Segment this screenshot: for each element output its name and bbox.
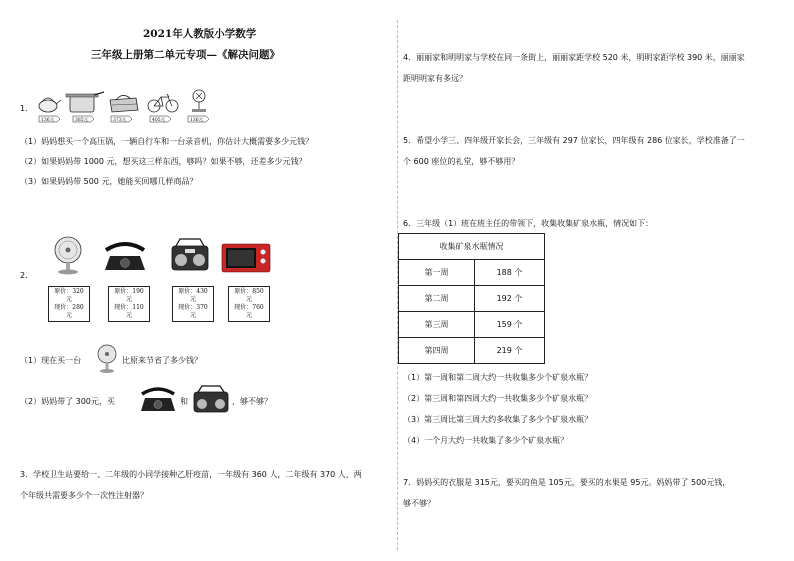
fan-icon bbox=[55, 237, 81, 275]
table-row bbox=[399, 338, 545, 364]
table-row bbox=[399, 260, 545, 286]
table-cell-count: 192 个 bbox=[475, 286, 545, 312]
table-cell-week: 第三周 bbox=[399, 312, 475, 338]
table-header-row bbox=[399, 234, 545, 260]
q1-part1: （1）妈妈想买一个高压锅，一辆自行车和一台录音机，你估计大概需要多少元钱？ bbox=[20, 137, 314, 146]
q1-part3: （3）如果妈妈带 500 元，她能买回哪几样商品？ bbox=[20, 177, 198, 186]
table-row bbox=[399, 312, 545, 338]
recorder-icon bbox=[192, 90, 206, 112]
q6-intro: 6．三年级（1）班在班主任的带领下，收集收集矿泉水瓶，情况如下： bbox=[403, 219, 654, 228]
price-tag-cooker: 385元 bbox=[75, 118, 89, 123]
q3-line1: 3．学校卫生站要给一、二年级的小同学接种乙肝疫苗，一年级有 360 人，二年级有 370 人，两 bbox=[20, 470, 362, 479]
q4-line1: 4．丽丽家和明明家与学校在同一条街上，丽丽家距学校 520 米，明明家距学校 390 米，丽丽家 bbox=[403, 53, 745, 62]
q2-part2-mid: 和 bbox=[180, 397, 188, 406]
q6-part1: （1）第一周和第二周大约一共收集多少个矿泉水瓶？ bbox=[403, 373, 593, 382]
q4-line2: 距明明家有多远？ bbox=[403, 74, 467, 83]
q6-part3: （3）第三周比第三周大约多收集了多少个矿泉水瓶？ bbox=[403, 415, 593, 424]
kettle-icon bbox=[39, 98, 61, 112]
table-cell-count: 188 个 bbox=[475, 260, 545, 286]
q5-line2: 个 600 座位的礼堂，够不够用？ bbox=[403, 157, 520, 166]
q5-line1: 5．希望小学三、四年级开家长会，三年级有 297 位家长，四年级有 286 位家长，学校准备了一 bbox=[403, 136, 745, 145]
q1-part2: （2）如果妈妈带 1000 元，想买这三样东西，够吗？如果不够，还差多少元钱？ bbox=[20, 157, 307, 166]
table-cell-week: 第二周 bbox=[399, 286, 475, 312]
oven-icon bbox=[222, 244, 270, 272]
page-title-line1: 2021年人教版小学数学 bbox=[143, 28, 257, 40]
bag-icon bbox=[110, 95, 138, 112]
q6-part4: （4）一个月大约一共收集了多少个矿泉水瓶？ bbox=[403, 436, 569, 445]
price-tag-kettle: 136元 bbox=[41, 118, 55, 123]
price-box-current: 现价：110 元 bbox=[114, 304, 144, 319]
q2-part1-pre: （1）现在买一台 bbox=[20, 356, 82, 365]
table-title: 收集矿泉水瓶情况 bbox=[399, 234, 545, 260]
price-box-telephone bbox=[108, 286, 150, 322]
price-box-fan bbox=[48, 286, 90, 322]
page-title-line2: 三年级上册第二单元专项—《解决问题》 bbox=[91, 49, 280, 61]
q2-number: 2． bbox=[20, 271, 34, 280]
radio-icon bbox=[172, 239, 208, 270]
price-box-current: 现价：760 元 bbox=[234, 304, 264, 319]
price-box-current: 现价：370 元 bbox=[178, 304, 208, 319]
table-cell-week: 第一周 bbox=[399, 260, 475, 286]
table-cell-week: 第四周 bbox=[399, 338, 475, 364]
price-box-radio bbox=[172, 286, 214, 322]
q2-part2-post: ，够不够？ bbox=[232, 397, 272, 406]
price-box-original: 原价：430 元 bbox=[178, 288, 208, 303]
radio-icon bbox=[192, 384, 230, 414]
q2-part2-pre: （2）妈妈带了 300元，买 bbox=[20, 397, 115, 406]
telephone-icon bbox=[105, 244, 145, 270]
table-row bbox=[399, 286, 545, 312]
q3-line2: 个年级共需要多少个一次性注射器？ bbox=[20, 491, 148, 500]
q7-line1: 7．妈妈买的衣服是 315元，要买的鱼是 105元，要买的水果是 95元。妈妈带了 500元钱， bbox=[403, 478, 731, 487]
price-box-original: 原价：190 元 bbox=[114, 288, 144, 303]
q7-line2: 够不够？ bbox=[403, 499, 435, 508]
price-tag-bicycle: 405元 bbox=[152, 118, 166, 123]
pressure-cooker-icon bbox=[66, 92, 104, 112]
price-box-original: 原价：850 元 bbox=[234, 288, 264, 303]
q6-part2: （2）第三周和第四周大约一共收集多少个矿泉水瓶？ bbox=[403, 394, 593, 403]
q2-part1-post: 比原来节省了多少钱？ bbox=[122, 356, 202, 365]
price-box-current: 现价：280 元 bbox=[54, 304, 84, 319]
fan-icon bbox=[95, 343, 119, 375]
price-box-oven bbox=[228, 286, 270, 322]
bicycle-icon bbox=[148, 94, 178, 112]
table-cell-count: 219 个 bbox=[475, 338, 545, 364]
bottle-table bbox=[398, 233, 545, 364]
q1-number: 1． bbox=[20, 104, 34, 113]
telephone-icon bbox=[138, 384, 178, 414]
price-tag-bag: 373元 bbox=[113, 118, 127, 123]
table-cell-count: 159 个 bbox=[475, 312, 545, 338]
q2-items-illustration bbox=[50, 234, 280, 278]
price-box-original: 原价：320 元 bbox=[54, 288, 84, 303]
price-tag-recorder: 136元 bbox=[190, 118, 204, 123]
